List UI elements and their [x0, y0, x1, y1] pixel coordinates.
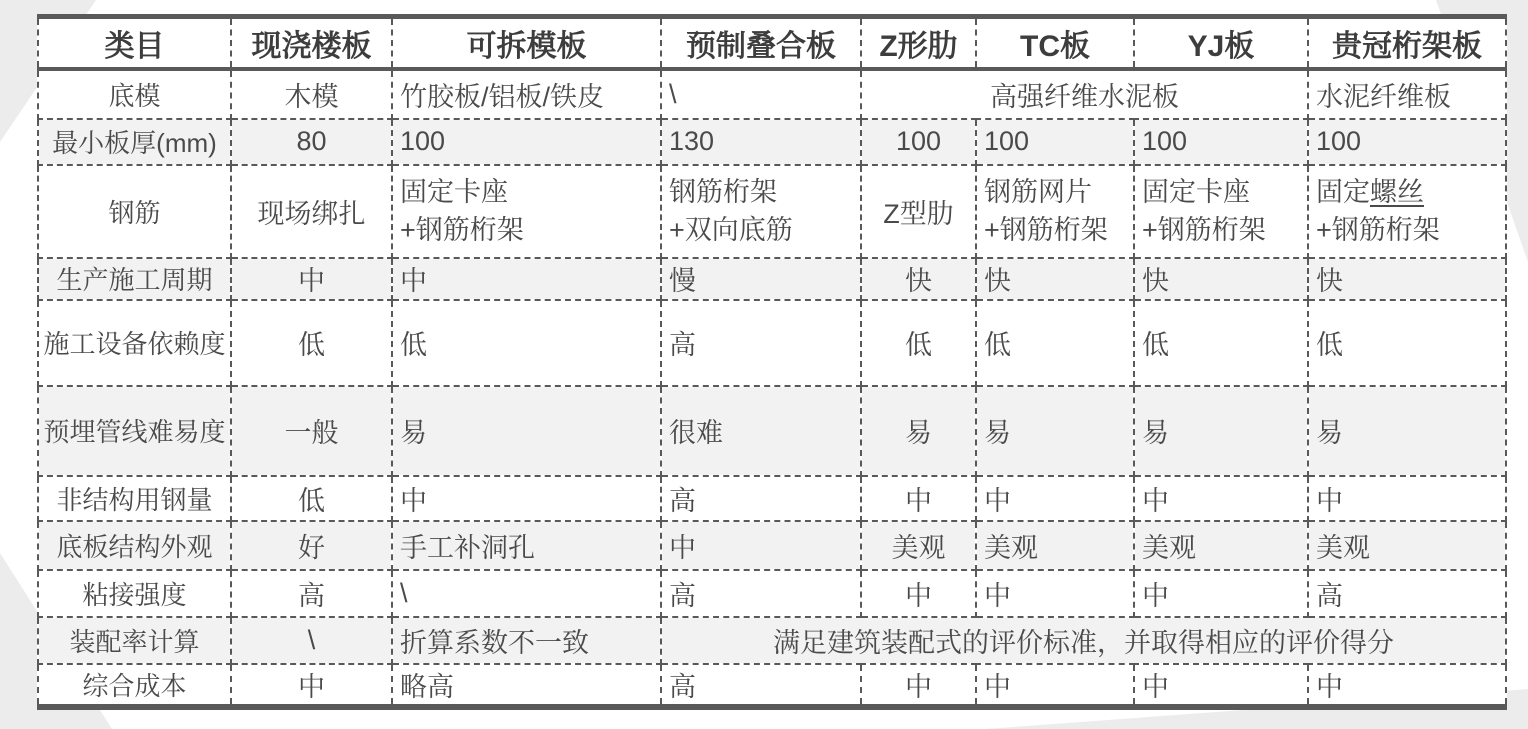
- table-cell: \: [231, 617, 392, 664]
- table-cell: 手工补洞孔: [392, 521, 661, 570]
- cell-line: +钢筋桁架: [984, 215, 1108, 245]
- table-cell: \: [661, 69, 861, 119]
- table-cell: 中: [392, 258, 661, 300]
- table-cell: 中: [976, 476, 1134, 521]
- table-cell: 低: [231, 300, 392, 386]
- table-cell: 中: [1134, 664, 1308, 707]
- cell-line: [1316, 173, 1505, 211]
- cell-line: +双向底筋: [669, 215, 793, 245]
- table-cell: 美观: [1134, 521, 1308, 570]
- table-row: [38, 165, 1506, 258]
- table-cell: [1134, 165, 1308, 258]
- table-cell: 快: [861, 258, 976, 300]
- column-header: YJ板: [1134, 17, 1308, 69]
- table-cell: 高: [1308, 570, 1506, 617]
- table-cell: 高: [231, 570, 392, 617]
- table-cell: 中: [392, 476, 661, 521]
- header-row: [38, 17, 1506, 69]
- table-row: [38, 386, 1506, 476]
- table-cell: 中: [1308, 664, 1506, 707]
- table-cell: 100: [861, 119, 976, 165]
- table-cell: 美观: [976, 521, 1134, 570]
- table-cell: [661, 165, 861, 258]
- row-label: 粘接强度: [38, 570, 231, 617]
- table-cell: 慢: [661, 258, 861, 300]
- cell-line: 钢筋桁架: [669, 177, 777, 207]
- table-cell: 美观: [861, 521, 976, 570]
- table-row: [38, 476, 1506, 521]
- table-cell: 易: [392, 386, 661, 476]
- column-header: TC板: [976, 17, 1134, 69]
- table-cell: 高: [661, 570, 861, 617]
- table-row: [38, 664, 1506, 707]
- table-row: [38, 119, 1506, 165]
- column-header: 贵冠桁架板: [1308, 17, 1506, 69]
- row-label: 生产施工周期: [38, 258, 231, 300]
- table-cell: 中: [1134, 476, 1308, 521]
- table-cell: 高: [661, 300, 861, 386]
- table-cell: 好: [231, 521, 392, 570]
- row-label: 装配率计算: [38, 617, 231, 664]
- row-label: 钢筋: [38, 165, 231, 258]
- table-cell: 中: [231, 664, 392, 707]
- table-cell: 高: [661, 664, 861, 707]
- table-cell: 美观: [1308, 521, 1506, 570]
- table-cell: 100: [1308, 119, 1506, 165]
- table-cell: 中: [976, 570, 1134, 617]
- column-header: Z形肋: [861, 17, 976, 69]
- table-cell: [392, 165, 661, 258]
- table-cell-merged: 满足建筑装配式的评价标准，并取得相应的评价得分: [661, 617, 1506, 664]
- table-cell: 很难: [661, 386, 861, 476]
- column-header: 预制叠合板: [661, 17, 861, 69]
- table-row: [38, 570, 1506, 617]
- table-cell: 现场绑扎: [231, 165, 392, 258]
- cell-line: 钢筋网片: [984, 177, 1092, 207]
- cell-line: +钢筋桁架: [1316, 215, 1440, 245]
- table-cell: 中: [231, 258, 392, 300]
- table-row: [38, 258, 1506, 300]
- table-row: [38, 300, 1506, 386]
- table-row: [38, 69, 1506, 119]
- cell-line: +钢筋桁架: [400, 215, 524, 245]
- table-cell: 高: [661, 476, 861, 521]
- row-label: 非结构用钢量: [38, 476, 231, 521]
- table-cell: 易: [1134, 386, 1308, 476]
- row-label: 预埋管线难易度: [38, 386, 231, 476]
- table-cell: 一般: [231, 386, 392, 476]
- table-cell: 80: [231, 119, 392, 165]
- table-row: [38, 617, 1506, 664]
- table-row: [38, 521, 1506, 570]
- cell-text: 固定: [1316, 177, 1370, 207]
- comparison-table: [37, 14, 1507, 710]
- table-cell: 中: [661, 521, 861, 570]
- row-label: 综合成本: [38, 664, 231, 707]
- cell-line: 固定卡座: [1142, 177, 1250, 207]
- table-cell: 快: [1308, 258, 1506, 300]
- row-label: 最小板厚(mm): [38, 119, 231, 165]
- table-cell: 低: [861, 300, 976, 386]
- table-cell: 易: [861, 386, 976, 476]
- table-cell: 中: [976, 664, 1134, 707]
- table-cell: 折算系数不一致: [392, 617, 661, 664]
- table-cell-merged: 高强纤维水泥板: [861, 69, 1308, 119]
- table-cell: 低: [1308, 300, 1506, 386]
- table-cell: 130: [661, 119, 861, 165]
- cell-line: 固定卡座: [400, 177, 508, 207]
- table-cell: [1308, 165, 1506, 258]
- row-label: 底模: [38, 69, 231, 119]
- table-cell: [976, 165, 1134, 258]
- underlined-text: 螺丝: [1370, 177, 1424, 207]
- table-cell: 水泥纤维板: [1308, 69, 1506, 119]
- column-header: 类目: [38, 17, 231, 69]
- table-cell: 木模: [231, 69, 392, 119]
- row-label: 施工设备依赖度: [38, 300, 231, 386]
- table-cell: 中: [861, 570, 976, 617]
- table-cell: 低: [392, 300, 661, 386]
- table-cell: 100: [976, 119, 1134, 165]
- cell-line: +钢筋桁架: [1142, 215, 1266, 245]
- table-cell: 略高: [392, 664, 661, 707]
- table-cell: Z型肋: [861, 165, 976, 258]
- table-cell: 快: [1134, 258, 1308, 300]
- column-header: 可拆模板: [392, 17, 661, 69]
- table-cell: \: [392, 570, 661, 617]
- table-cell: 100: [1134, 119, 1308, 165]
- row-label: 底板结构外观: [38, 521, 231, 570]
- table-cell: 易: [976, 386, 1134, 476]
- table-cell: 低: [976, 300, 1134, 386]
- table-cell: 低: [1134, 300, 1308, 386]
- table-cell: 中: [861, 476, 976, 521]
- table-cell: 中: [1134, 570, 1308, 617]
- table-cell: 易: [1308, 386, 1506, 476]
- table-cell: 中: [861, 664, 976, 707]
- table-cell: 100: [392, 119, 661, 165]
- column-header: 现浇楼板: [231, 17, 392, 69]
- table-cell: 竹胶板/铝板/铁皮: [392, 69, 661, 119]
- table-cell: 快: [976, 258, 1134, 300]
- table-cell: 中: [1308, 476, 1506, 521]
- table-cell: 低: [231, 476, 392, 521]
